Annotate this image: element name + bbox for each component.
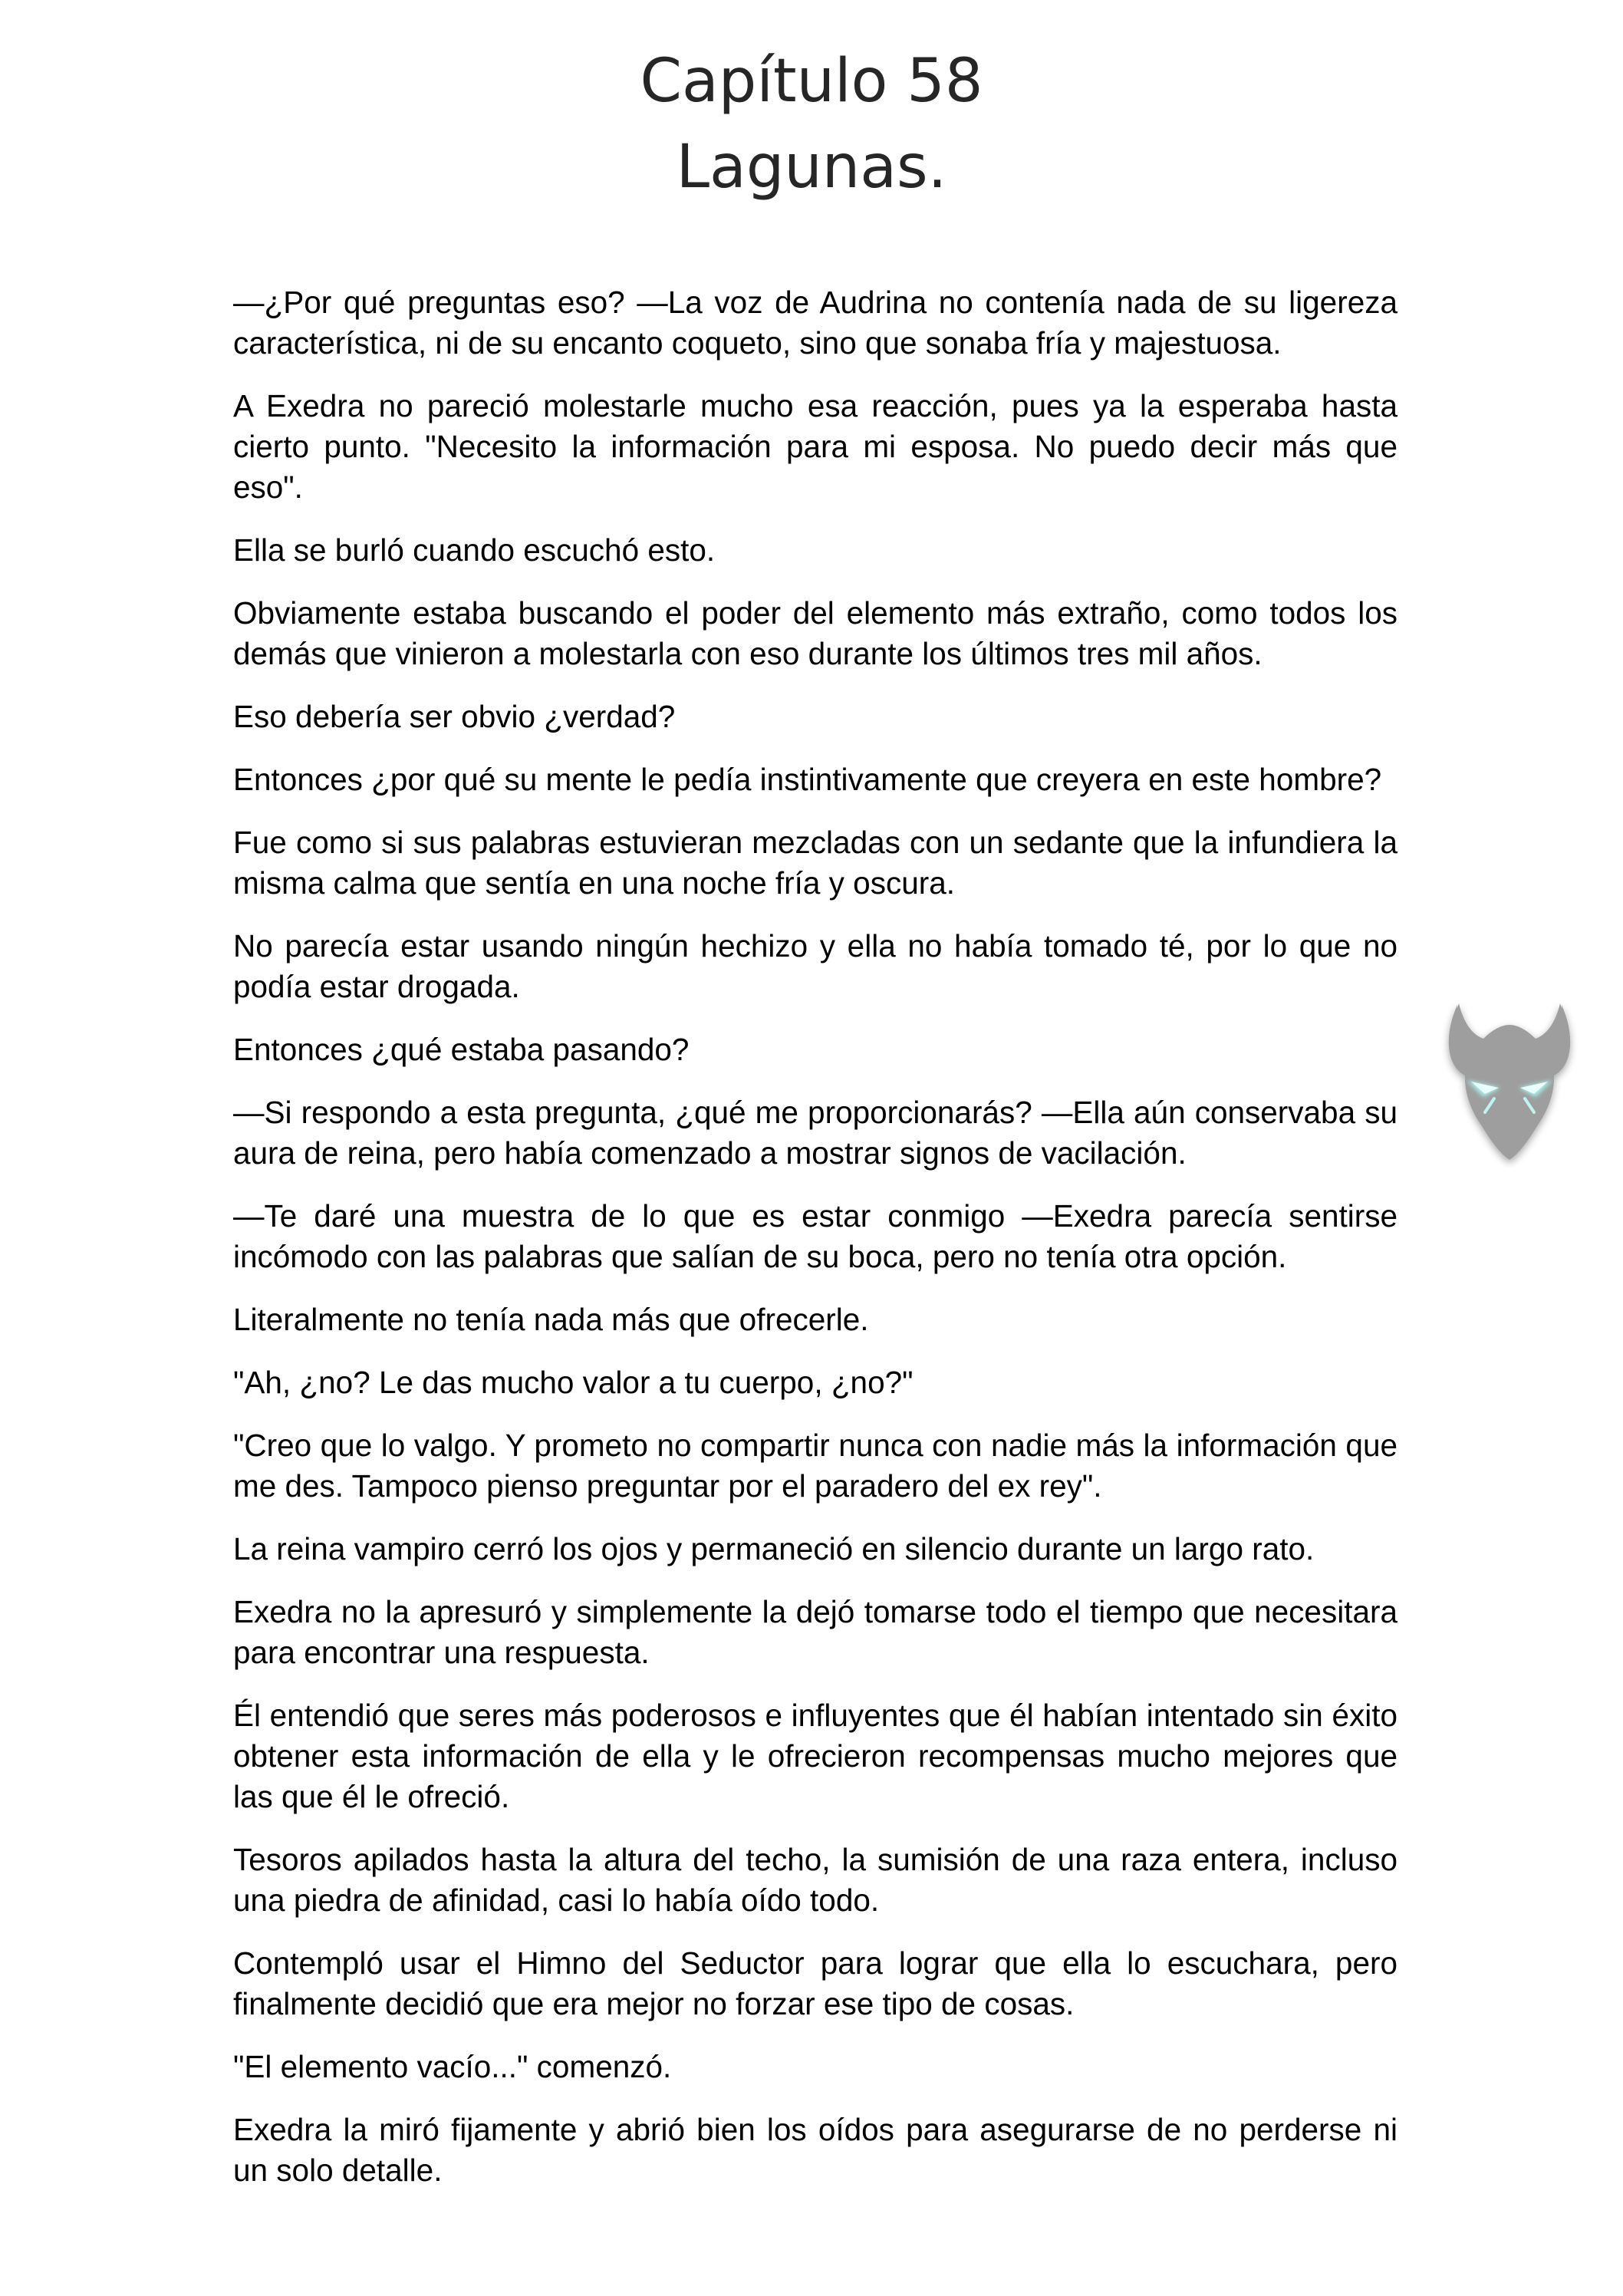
paragraph: —Si respondo a esta pregunta, ¿qué me proporcionarás? —Ella aún conservaba su aura de reina, pero había comenzado a mostrar signos de vacilación. bbox=[233, 1095, 1397, 1171]
chapter-body bbox=[233, 282, 1397, 2213]
paragraph: "Creo que lo valgo. Y prometo no compartir nunca con nadie más la información que me des. Tampoco pienso preguntar por el paradero del ex rey". bbox=[233, 1428, 1397, 1504]
chapter-title: Capítulo 58 bbox=[640, 47, 983, 116]
chapter-header bbox=[0, 38, 1623, 210]
paragraph: Él entendió que seres más poderosos e influyentes que él habían intentado sin éxito obtener esta información de ella y le ofrecieron recompensas mucho mejores que las que él le ofreció. bbox=[233, 1698, 1397, 1814]
paragraph: Literalmente no tenía nada más que ofrecerle. bbox=[233, 1302, 869, 1337]
paragraph: Tesoros apilados hasta la altura del techo, la sumisión de una raza entera, incluso una piedra de afinidad, casi lo había oído todo. bbox=[233, 1842, 1397, 1918]
devil-head-icon bbox=[1436, 990, 1583, 1168]
paragraph: Exedra la miró fijamente y abrió bien los oídos para asegurarse de no perderse ni un solo detalle. bbox=[233, 2112, 1397, 2188]
paragraph: Entonces ¿por qué su mente le pedía instintivamente que creyera en este hombre? bbox=[233, 762, 1382, 797]
chapter-subtitle: Lagunas. bbox=[676, 133, 947, 202]
paragraph: Exedra no la apresuró y simplemente la dejó tomarse todo el tiempo que necesitara para encontrar una respuesta. bbox=[233, 1594, 1397, 1670]
paragraph: —Te daré una muestra de lo que es estar conmigo —Exedra parecía sentirse incómodo con las palabras que salían de su boca, pero no tenía otra opción. bbox=[233, 1198, 1397, 1274]
paragraph: Ella se burló cuando escuchó esto. bbox=[233, 532, 716, 568]
paragraph: Fue como si sus palabras estuvieran mezcladas con un sedante que la infundiera la misma calma que sentía en una noche fría y oscura. bbox=[233, 825, 1397, 901]
paragraph: Entonces ¿qué estaba pasando? bbox=[233, 1032, 690, 1067]
paragraph: "El elemento vacío..." comenzó. bbox=[233, 2049, 672, 2084]
paragraph: A Exedra no pareció molestarle mucho esa reacción, pues ya la esperaba hasta cierto punto. "Necesito la información para mi esposa. No puedo decir más que eso". bbox=[233, 388, 1397, 505]
paragraph: Contempló usar el Himno del Seductor para lograr que ella lo escuchara, pero finalmente decidió que era mejor no forzar ese tipo de cosas. bbox=[233, 1945, 1397, 2021]
paragraph: Eso debería ser obvio ¿verdad? bbox=[233, 699, 676, 734]
paragraph: "Ah, ¿no? Le das mucho valor a tu cuerpo, ¿no?" bbox=[233, 1365, 914, 1400]
paragraph: Obviamente estaba buscando el poder del elemento más extraño, como todos los demás que vinieron a molestarla con eso durante los últimos tres mil años. bbox=[233, 595, 1397, 671]
paragraph: La reina vampiro cerró los ojos y permaneció en silencio durante un largo rato. bbox=[233, 1531, 1315, 1566]
paragraph: No parecía estar usando ningún hechizo y ella no había tomado té, por lo que no podía estar drogada. bbox=[233, 928, 1397, 1004]
paragraph: —¿Por qué preguntas eso? —La voz de Audrina no contenía nada de su ligereza característica, ni de su encanto coqueto, sino que sonaba fría y majestuosa. bbox=[233, 285, 1397, 361]
